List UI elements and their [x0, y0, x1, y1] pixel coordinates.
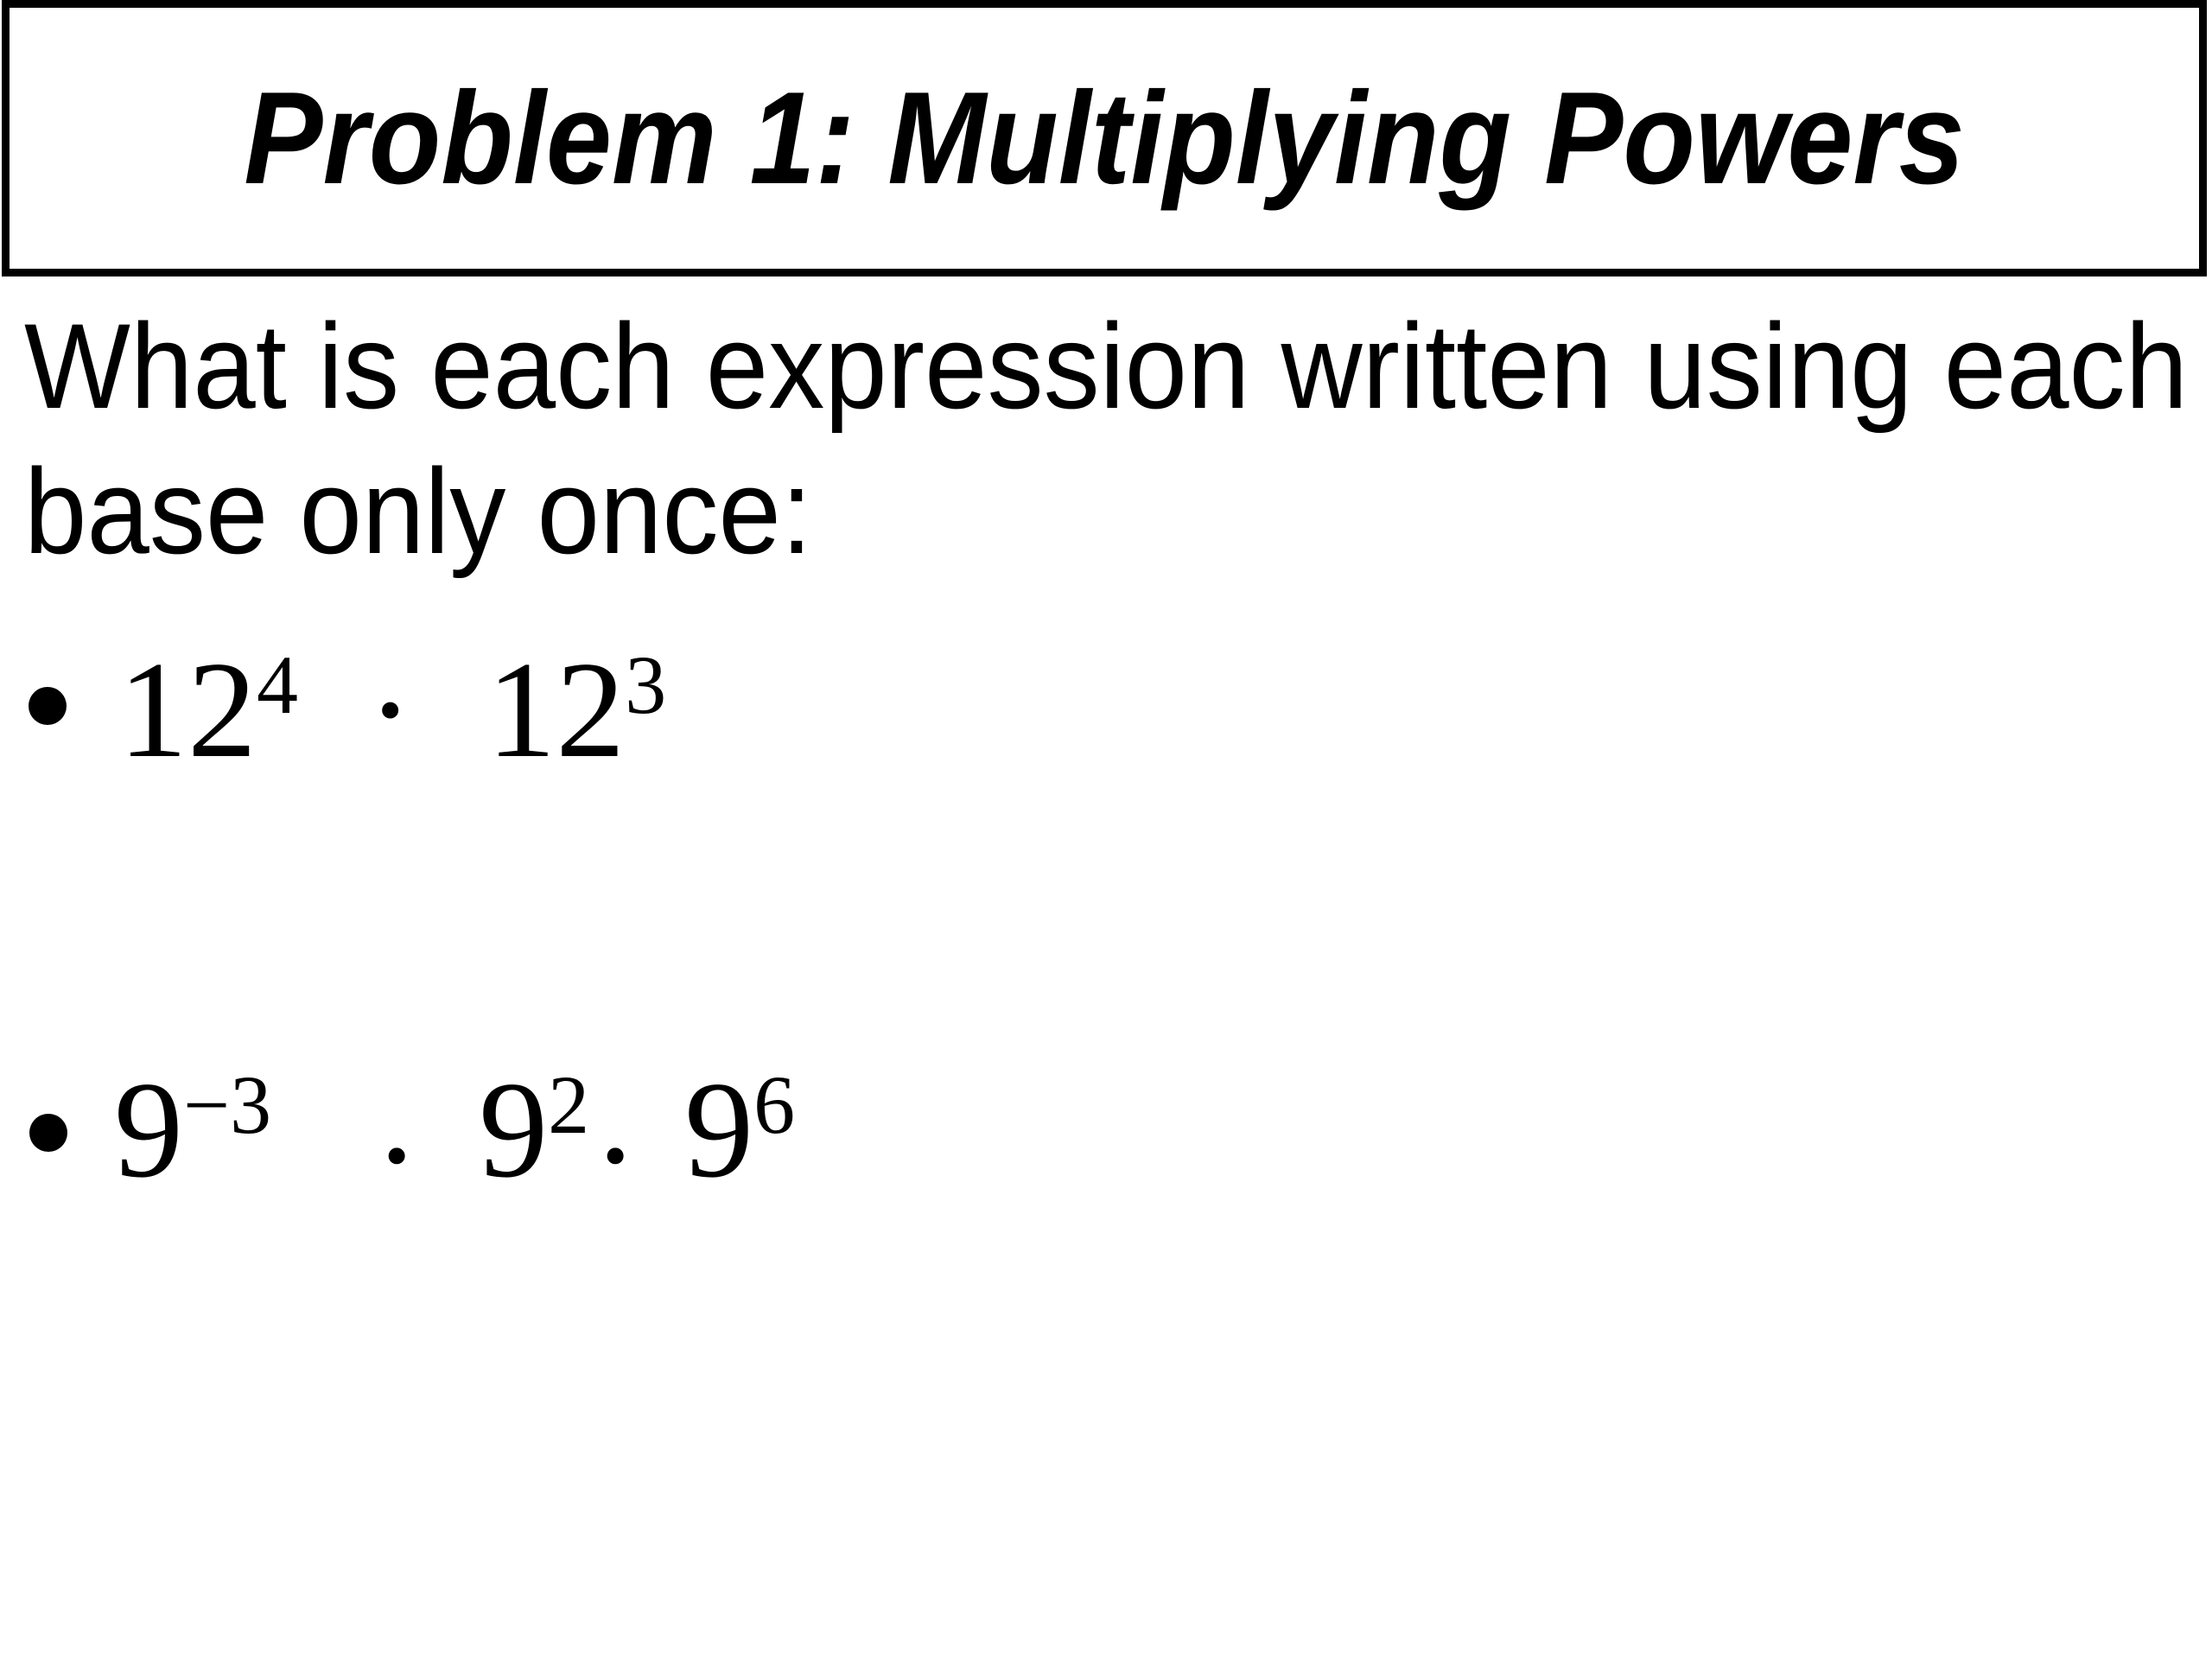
- expr2-multiply-dot-2: .: [598, 1039, 633, 1192]
- expr1-base-1: 12: [118, 632, 257, 786]
- expr2-multiply-dot-1: .: [379, 1039, 415, 1192]
- expr1-exponent-1: 4: [257, 639, 298, 732]
- expr2-base-2: 9: [479, 1052, 549, 1206]
- expr1-exponent-2: 3: [625, 639, 667, 732]
- expr2-exponent-1: −3: [183, 1058, 272, 1152]
- expr2-base-3: 9: [684, 1052, 754, 1206]
- title-box: [2, 0, 2207, 276]
- prompt-line-1: What is each expression written using each: [24, 298, 2189, 434]
- expression-1: [118, 632, 667, 786]
- expr2-exponent-2: 2: [548, 1058, 590, 1152]
- expr2-base-1: 9: [114, 1052, 183, 1206]
- expr1-base-2: 12: [486, 632, 626, 786]
- slide-title: Problem 1: Multiplying Powers: [244, 65, 1965, 212]
- expr1-multiply-dot: ·: [367, 632, 414, 786]
- expr2-exponent-3: 6: [753, 1058, 796, 1152]
- expression-2: [114, 1039, 796, 1206]
- bullet-marker-icon: [29, 687, 67, 725]
- prompt-text: [24, 294, 2194, 584]
- prompt-line-2: base only once:: [24, 443, 813, 579]
- bullet-marker-icon: [29, 1114, 67, 1152]
